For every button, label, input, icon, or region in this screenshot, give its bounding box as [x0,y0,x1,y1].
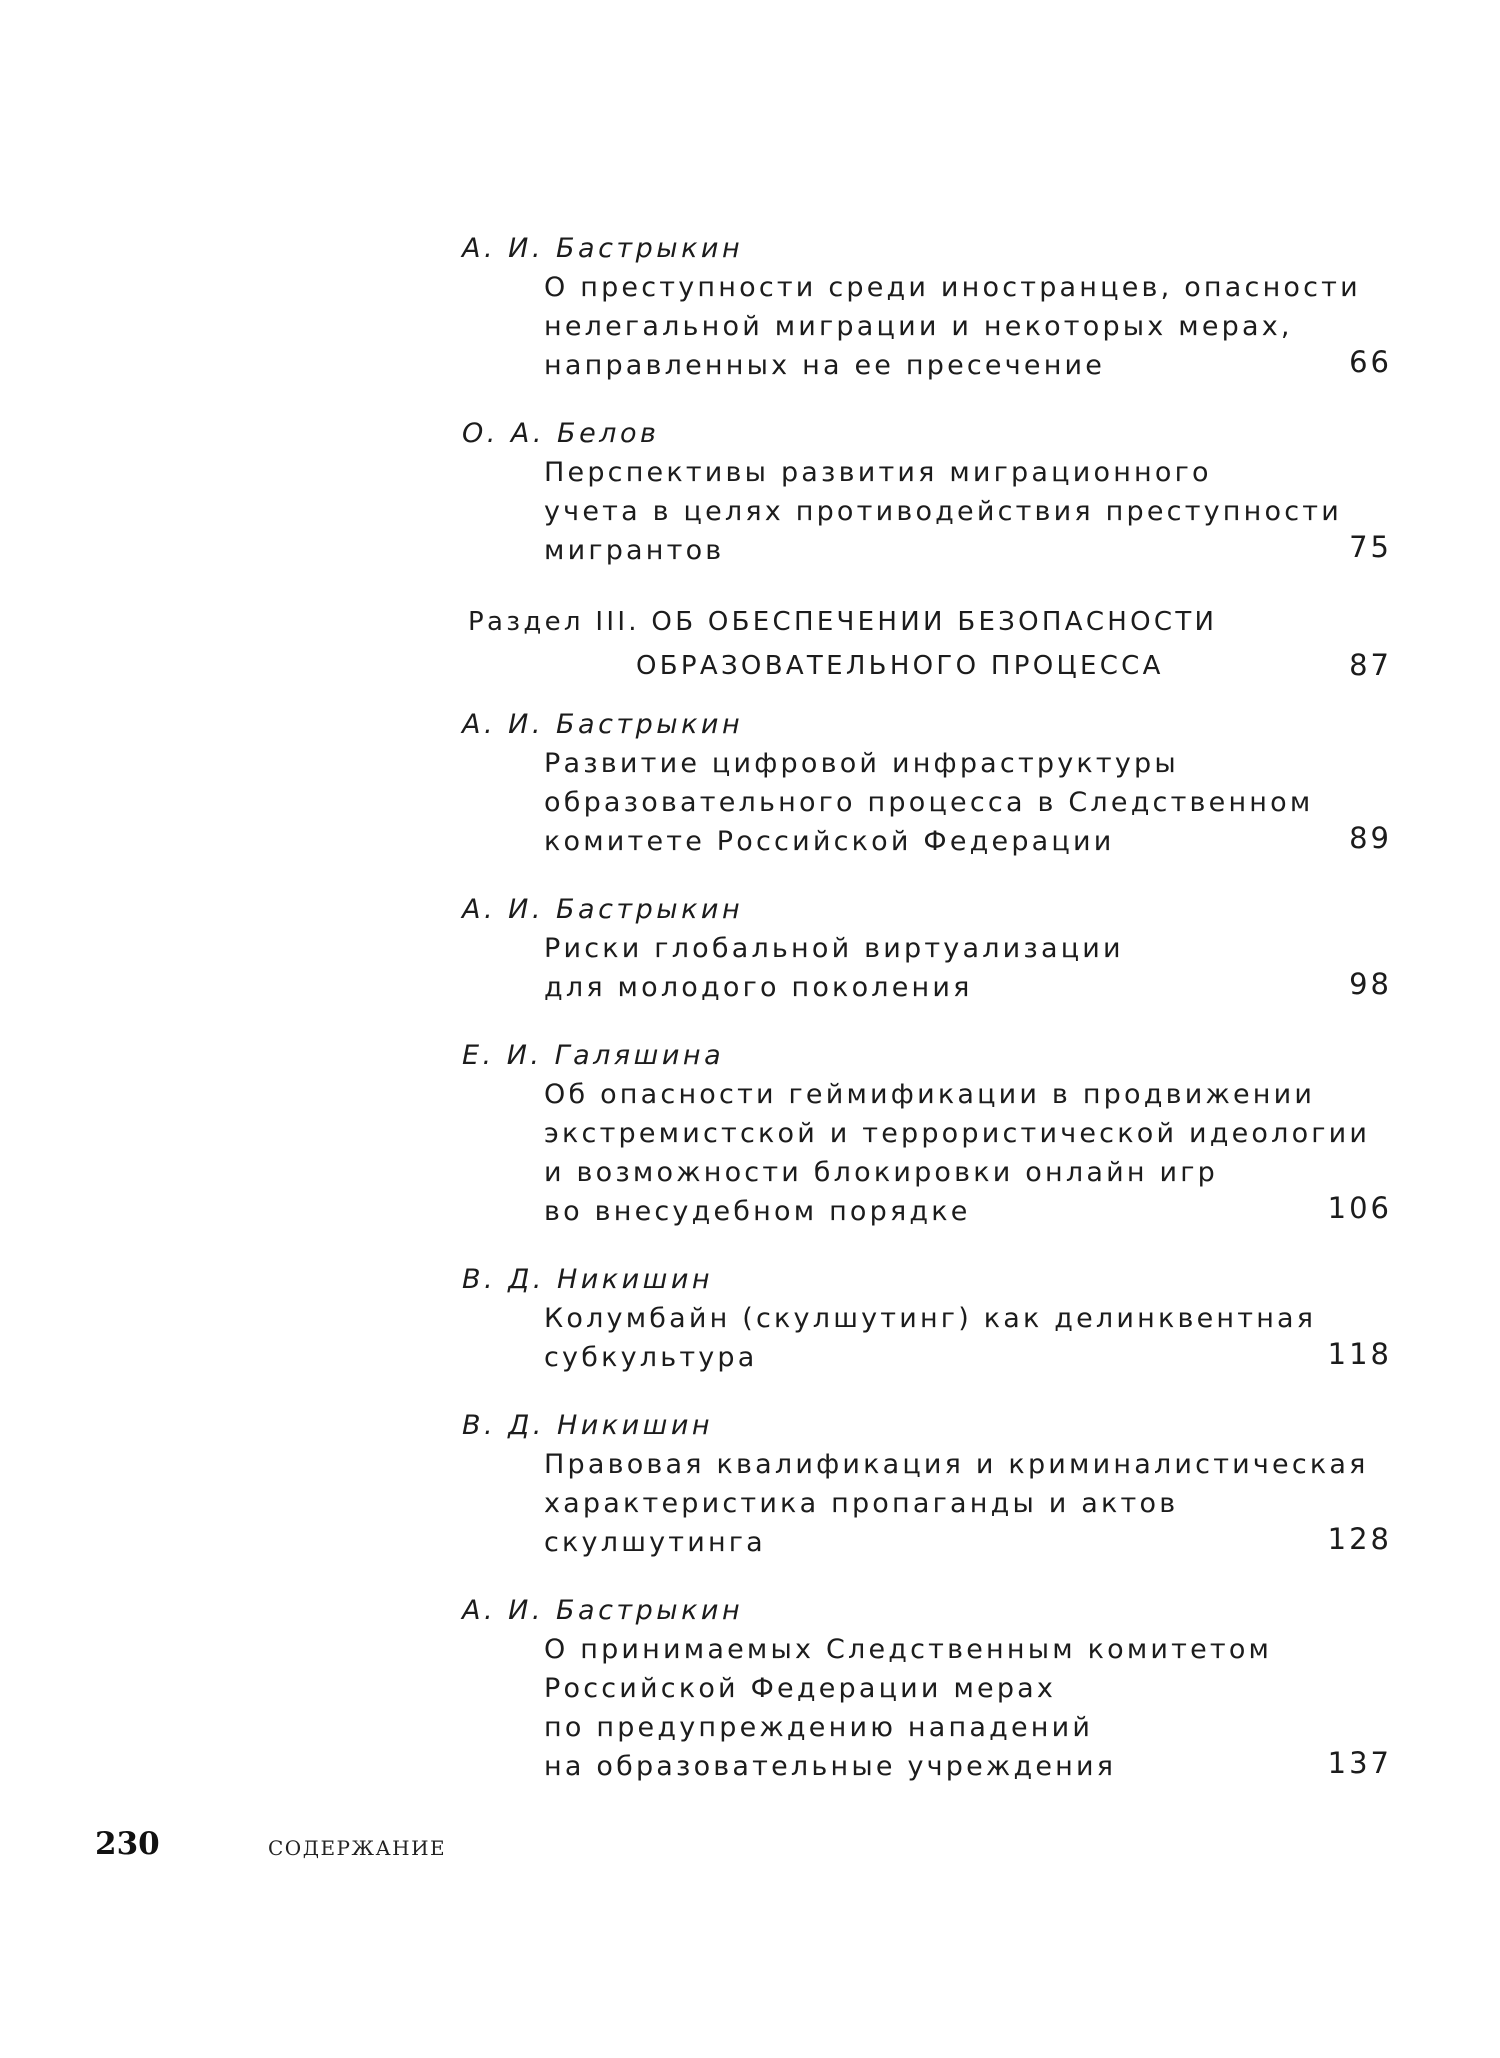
entry-title-line: Правовая квалификация и криминалистическая [544,1449,1369,1480]
entry-title-line: нелегальной миграции и некоторых мерах, [544,311,1293,342]
entry-title-line: во внесудебном порядке [544,1196,971,1227]
entry-author: А. И. Бастрыкин [462,1595,744,1626]
toc-entry[interactable] [462,891,1392,1007]
entry-title [544,929,1304,1007]
entry-title [544,268,1361,385]
entry-title [544,453,1342,570]
entry-title-line: Об опасности геймификации в продвижении [544,1079,1316,1110]
entry-title-line: О принимаемых Следственным комитетом [544,1634,1273,1665]
entry-title-line: О преступности среди иностранцев, опасности [544,272,1361,303]
entry-page-number: 106 [1327,1191,1392,1225]
entry-title-line: мигрантов [544,535,725,566]
entry-title-line: учета в целях противодействия преступности [544,496,1342,527]
toc-entry[interactable] [462,1407,1392,1562]
entry-title [544,1299,1317,1377]
entry-title-line: комитете Российской Федерации [544,826,1115,857]
entry-title-line: по предупреждению нападений [544,1712,1094,1743]
entry-author: Е. И. Галяшина [462,1040,725,1071]
entry-title-line: Перспективы развития миграционного [544,457,1212,488]
entry-title-line: субкультура [544,1342,758,1373]
entry-author: В. Д. Никишин [462,1264,714,1295]
toc-entry[interactable] [462,230,1392,385]
entry-author: А. И. Бастрыкин [462,709,744,740]
entry-page-number: 66 [1349,345,1392,379]
entry-page-number: 89 [1349,821,1392,855]
toc-entry[interactable] [462,415,1392,570]
entry-page-number: 118 [1327,1337,1392,1371]
entry-title-line: на образовательные учреждения [544,1751,1117,1782]
section-page-number: 87 [1349,648,1392,682]
section-heading-line: ОБРАЗОВАТЕЛЬНОГО ПРОЦЕССА [636,651,1164,681]
toc-entry[interactable] [462,706,1392,861]
entry-title-line: и возможности блокировки онлайн игр [544,1157,1218,1188]
entry-page-number: 137 [1327,1746,1392,1780]
entry-title-line: характеристика пропаганды и актов [544,1488,1179,1519]
toc-entry[interactable] [462,1592,1392,1786]
entry-title-line: скулшутинга [544,1527,766,1558]
entry-title-line: Риски глобальной виртуализации [544,933,1124,964]
toc-entry[interactable] [462,1037,1392,1231]
entry-page-number: 128 [1327,1522,1392,1556]
table-of-contents [462,230,1392,1816]
entry-title-line: Российской Федерации мерах [544,1673,1057,1704]
entry-title-line: Колумбайн (скулшутинг) как делинквентная [544,1303,1317,1334]
entry-author: В. Д. Никишин [462,1410,714,1441]
entry-title [544,1630,1304,1786]
page-number: 230 [95,1826,160,1862]
entry-page-number: 98 [1349,967,1392,1001]
toc-entry[interactable] [462,1261,1392,1377]
entry-title-line: Развитие цифровой инфраструктуры [544,748,1179,779]
entry-author: О. А. Белов [462,418,660,449]
entry-author: А. И. Бастрыкин [462,894,744,925]
entry-page-number: 75 [1349,530,1392,564]
entry-title-line: экстремистской и террористической идеологии [544,1118,1371,1149]
running-head: СОДЕРЖАНИЕ [268,1836,447,1860]
entry-title [544,744,1314,861]
entry-author: А. И. Бастрыкин [462,233,744,264]
section-heading-line: Раздел III. ОБ ОБЕСПЕЧЕНИИ БЕЗОПАСНОСТИ [468,607,1218,637]
section-heading[interactable] [462,600,1392,688]
entry-title-line: образовательного процесса в Следственном [544,787,1314,818]
entry-title-line: направленных на ее пресечение [544,350,1106,381]
entry-title-line: для молодого поколения [544,972,973,1003]
